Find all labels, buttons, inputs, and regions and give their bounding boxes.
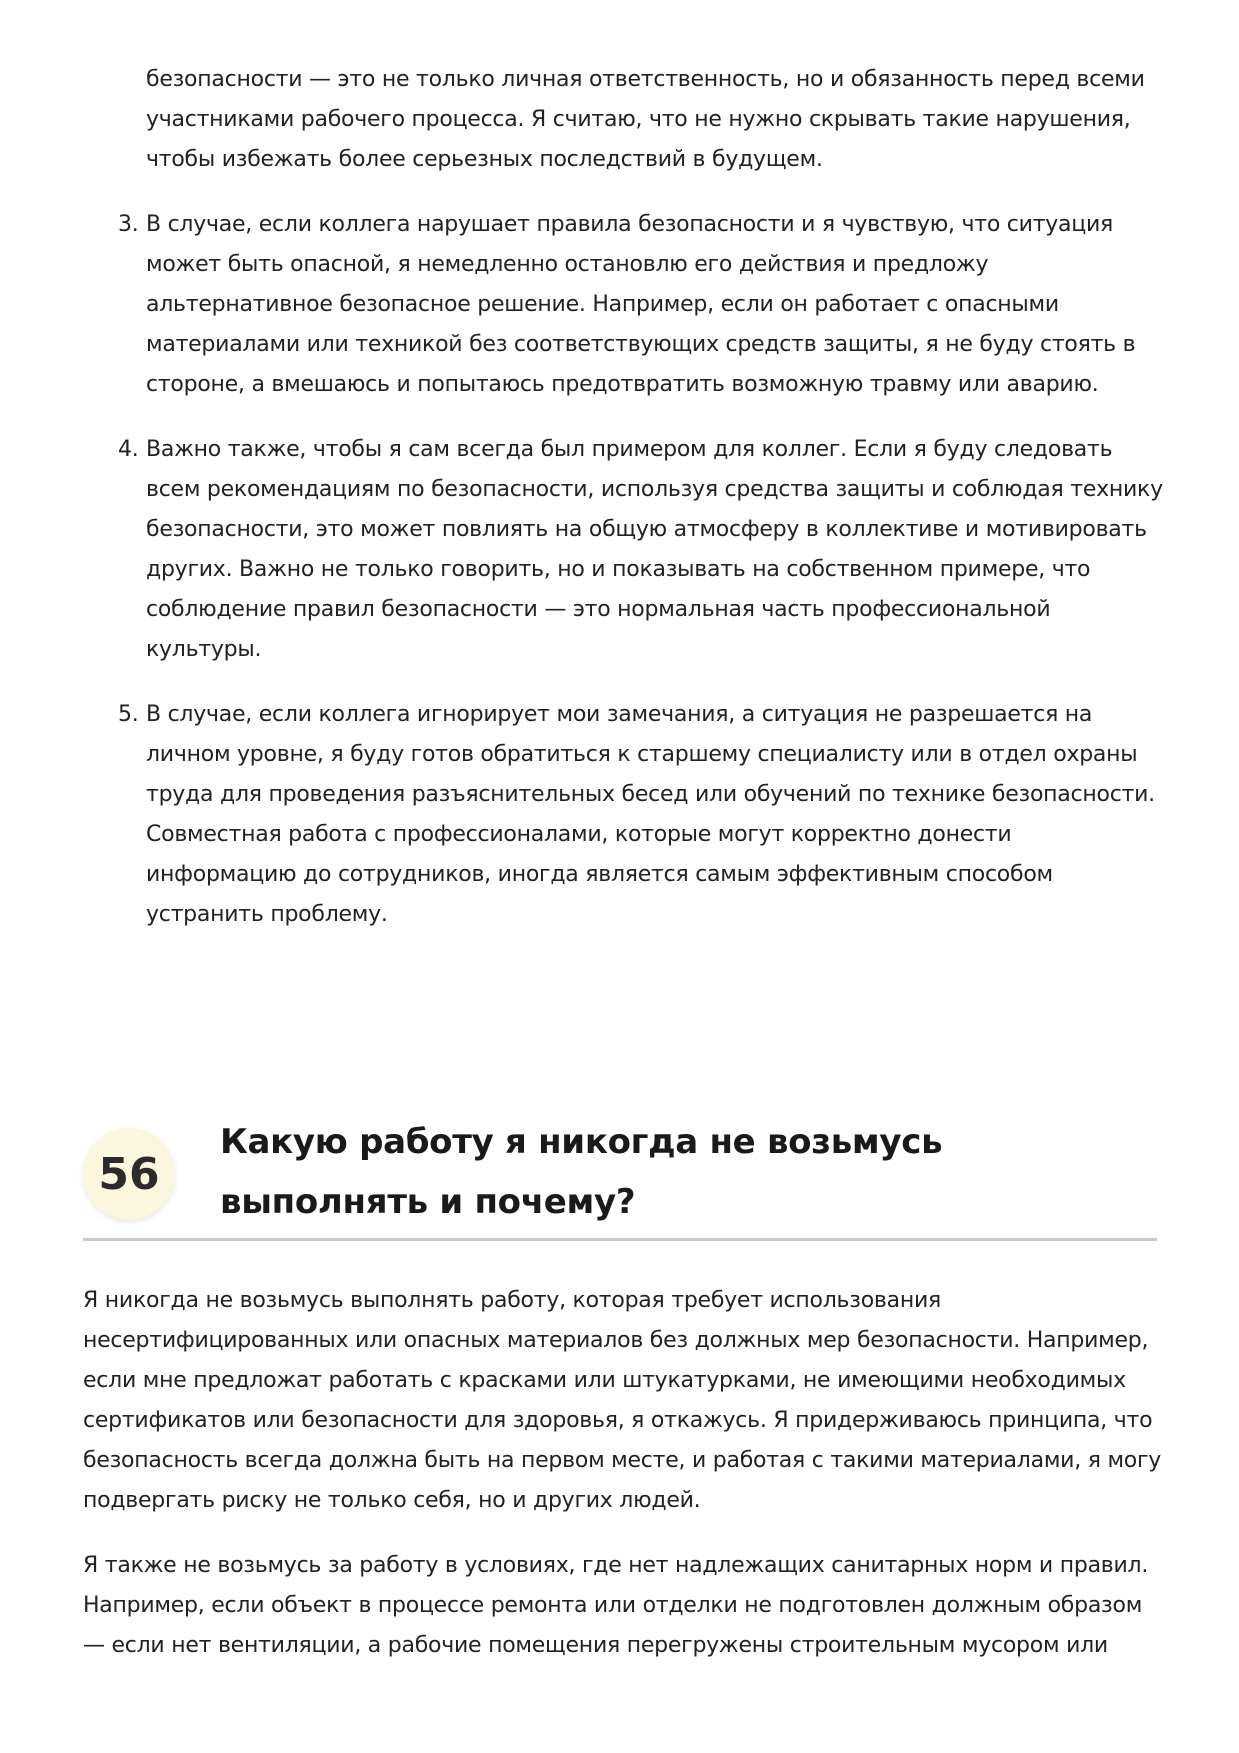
question-header [83, 1112, 1157, 1241]
answer-paragraph: Я никогда не возьмусь выполнять работу, которая требует использования несертифицированных или опасных материалов без должных мер безопасности. Например, если мне предложат работать с красками или штукатурками, не имеющими необходимых сертификатов или безопасности для здоровья, я откажусь. Я придерживаюсь принципа, что безопасность всегда должна быть на первом месте, и работая с такими материалами, я могу подвергать риску не только себя, но и других людей. [83, 1288, 1162, 1513]
list-item [0, 695, 1166, 935]
list-item-text: Важно также, чтобы я сам всегда был примером для коллег. Если я буду следовать всем рекомендациям по безопасности, используя средства защиты и соблюдая технику безопасности, это может повлиять на общую атмосферу в коллективе и мотивировать других. Важно не только говорить, но и показывать на собственном примере, что соблюдение правил безопасности — это нормальная часть профессиональной культуры. [146, 437, 1163, 662]
answer-paragraph: Я также не возьмусь за работу в условиях, где нет надлежащих санитарных норм и правил. Например, если объект в процессе ремонта или отделки не подготовлен должным образом — если нет вентиляции, а рабочие помещения перегружены строительным мусором или [83, 1553, 1149, 1658]
answer-body [83, 1281, 1163, 1691]
list-item-number: 5. [118, 702, 139, 727]
question-number-badge: 56 [83, 1128, 175, 1220]
list-item [0, 430, 1166, 670]
safety-list [0, 205, 1239, 960]
continuation-paragraph: безопасности — это не только личная ответственность, но и обязанность перед всеми участниками рабочего процесса. Я считаю, что не нужно скрывать такие нарушения, чтобы избежать более серьезных последствий в будущем. [146, 67, 1145, 172]
question-title: Какую работу я никогда не возьмусь выполнять и почему? [220, 1122, 943, 1222]
list-item-text: В случае, если коллега нарушает правила безопасности и я чувствую, что ситуация может быть опасной, я немедленно остановлю его действия и предложу альтернативное безопасное решение. Например, если он работает с опасными материалами или техникой без соответствующих средств защиты, я не буду стоять в стороне, а вмешаюсь и попытаюсь предотвратить возможную травму или аварию. [146, 212, 1136, 397]
list-item [0, 205, 1166, 405]
list-item-number: 4. [118, 437, 139, 462]
list-item-text: В случае, если коллега игнорирует мои замечания, а ситуация не разрешается на личном уровне, я буду готов обратиться к старшему специалисту или в отдел охраны труда для проведения разъяснительных бесед или обучений по технике безопасности. Совместная работа с профессионалами, которые могут корректно донести информацию до сотрудников, иногда является самым эффективным способом устранить проблему. [146, 702, 1155, 927]
list-item-number: 3. [118, 212, 139, 237]
